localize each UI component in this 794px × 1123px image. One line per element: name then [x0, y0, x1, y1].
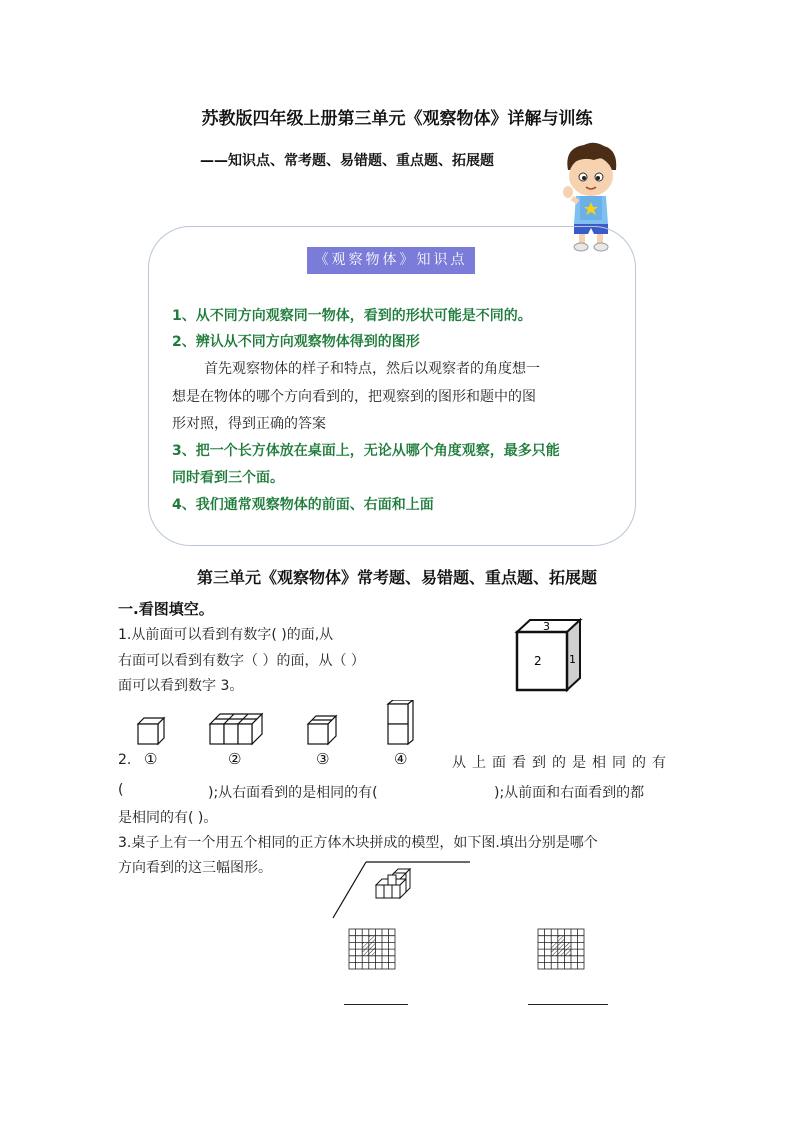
numbered-cube-figure: [512, 618, 584, 694]
page-subtitle: ——知识点、常考题、易错题、重点题、拓展题: [200, 153, 494, 169]
shape-label-1: ①: [144, 750, 158, 768]
view-grid-2: [537, 928, 585, 970]
shape-label-2: ②: [228, 750, 242, 768]
question-2-line: 是相同的有( )。: [118, 810, 218, 826]
question-1-line: 面可以看到数字 3。: [118, 678, 244, 694]
question-2-prefix: 2.: [118, 752, 132, 768]
question-2-line: );从右面看到的是相同的有(: [208, 785, 378, 801]
answer-blank-2[interactable]: [528, 1004, 608, 1005]
question-1-line: 1.从前面可以看到有数字( )的面,从: [118, 627, 334, 643]
part-heading: 一.看图填空。: [118, 600, 214, 618]
knowledge-paragraph-line: 首先观察物体的样子和特点，然后以观察者的角度想一: [204, 361, 540, 377]
view-grid-1: [348, 928, 396, 970]
question-2-shapes: [130, 700, 430, 750]
shape-label-3: ③: [316, 750, 330, 768]
knowledge-header: 《观察物体》知识点: [307, 247, 475, 274]
shape-label-4: ④: [394, 750, 408, 768]
cube-face-front: 2: [534, 654, 542, 668]
knowledge-item-3: 3、把一个长方体放在桌面上，无论从哪个角度观察，最多只能: [172, 443, 560, 459]
question-3-line: 方向看到的这三幅图形。: [118, 860, 272, 876]
knowledge-item-1: 1、从不同方向观察同一物体，看到的形状可能是不同的。: [172, 308, 532, 324]
knowledge-item-3-cont: 同时看到三个面。: [172, 470, 284, 486]
knowledge-paragraph-line: 想是在物体的哪个方向看到的，把观察到的图形和题中的图: [172, 389, 536, 405]
question-2-line: );从前面和右面看到的都: [494, 785, 645, 801]
cube-face-right: 1: [569, 653, 576, 666]
knowledge-item-4: 4、我们通常观察物体的前面、右面和上面: [172, 497, 434, 513]
knowledge-item-2: 2、辨认从不同方向观察物体得到的图形: [172, 334, 420, 350]
knowledge-paragraph-line: 形对照，得到正确的答案: [172, 416, 326, 432]
question-2-text: 从上面看到的是相同的有: [452, 755, 672, 771]
question-2-paren: (: [118, 782, 124, 798]
table-model-figure: [330, 858, 475, 920]
section-title: 第三单元《观察物体》常考题、易错题、重点题、拓展题: [196, 568, 597, 587]
cube-face-top: 3: [543, 620, 550, 633]
question-3-line: 3.桌子上有一个用五个相同的正方体木块拼成的模型，如下图.填出分别是哪个: [118, 835, 598, 851]
answer-blank-1[interactable]: [344, 1004, 408, 1005]
page-title: 苏教版四年级上册第三单元《观察物体》详解与训练: [201, 109, 593, 129]
question-1-line: 右面可以看到有数字（ ）的面，从（ ）: [118, 653, 365, 669]
